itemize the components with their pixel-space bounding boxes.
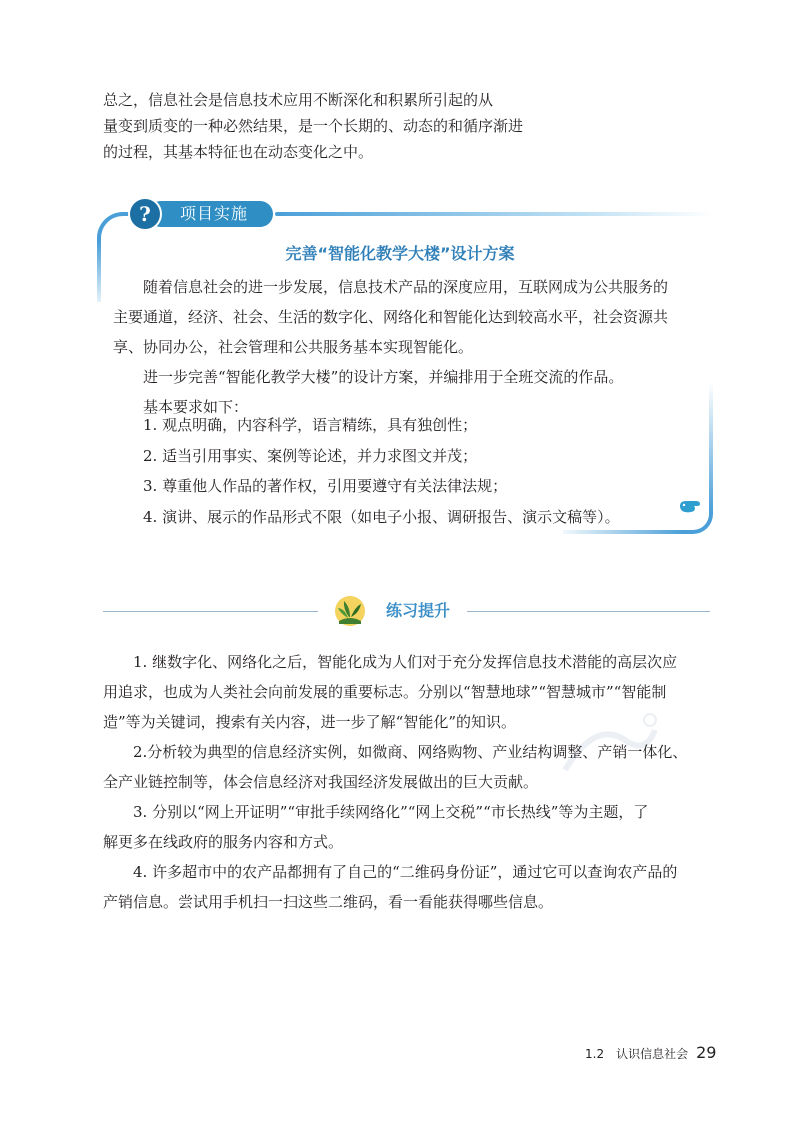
intro-line: 量变到质变的一种必然结果，是一个长期的、动态的和循序渐进: [103, 117, 524, 135]
project-title: 完善“智能化教学大楼”设计方案: [285, 244, 515, 263]
growth-icon: [333, 595, 367, 627]
project-badge: [128, 197, 273, 229]
question-icon: ?: [128, 197, 162, 231]
exercise-line: 造”等为关键词，搜索有关内容，进一步了解“智能化”的知识。: [103, 713, 517, 731]
section-label: 1.2 认识信息社会: [585, 1047, 689, 1061]
requirements-list: [143, 410, 683, 532]
body-line: 享、协同办公，社会管理和公共服务基本实现智能化。: [113, 338, 474, 356]
exercise-line: 解更多在线政府的服务内容和方式。: [103, 833, 344, 851]
body-line: 基本要求如下：: [113, 398, 249, 416]
exercise-line: 1. 继数字化、网络化之后，智能化成为人们对于充分发挥信息技术潜能的高层次应: [103, 653, 678, 671]
body-line: 随着信息社会的进一步发展，信息技术产品的深度应用，互联网成为公共服务的: [113, 278, 669, 296]
exercise-line: 3. 分别以“网上开证明”“审批手续网络化”“网上交税”“市长热线”等为主题，了: [103, 803, 649, 821]
exercise-line: 全产业链控制等，体会信息经济对我国经济发展做出的巨大贡献。: [103, 773, 539, 791]
exercise-title: 练习提升: [386, 601, 451, 620]
section-rule-right: [467, 611, 710, 612]
frame-top-line: [275, 212, 713, 216]
frame-right-line: [709, 382, 713, 512]
body-line: 主要通道，经济、社会、生活的数字化、网络化和智能化达到较高水平，社会资源共: [113, 308, 669, 326]
project-body: [113, 272, 703, 422]
exercise-line: 用追求，也成为人类社会向前发展的重要标志。分别以“智慧地球”“智慧城市”“智能制: [103, 683, 667, 701]
exercise-line: 2.分析较为典型的信息经济实例，如微商、网络购物、产业结构调整、产销一体化、: [103, 743, 688, 761]
page-footer: [585, 1043, 716, 1062]
body-line: 进一步完善“智能化教学大楼”的设计方案，并编排用于全班交流的作品。: [113, 368, 624, 386]
page-number: 29: [696, 1043, 717, 1062]
exercise-line: 4. 许多超市中的农产品都拥有了自己的“二维码身份证”，通过它可以查询农产品的: [103, 863, 678, 881]
requirement-item: 3. 尊重他人作品的著作权，引用要遵守有关法律法规；: [143, 477, 508, 495]
pointing-hand-icon: [678, 498, 702, 514]
requirement-item: 4. 演讲、展示的作品形式不限（如电子小报、调研报告、演示文稿等）。: [143, 507, 620, 526]
intro-paragraph: [103, 87, 583, 165]
intro-line: 的过程，其基本特征也在动态变化之中。: [103, 143, 374, 161]
requirement-item: 2. 适当引用事实、案例等论述，并力求图文并茂；: [143, 446, 478, 465]
requirement-item: 1. 观点明确，内容科学，语言精练，具有独创性；: [143, 416, 478, 434]
exercise-line: 产销信息。尝试用手机扫一扫这些二维码，看一看能获得哪些信息。: [103, 893, 554, 911]
section-rule-left: [103, 611, 318, 612]
intro-line: 总之，信息社会是信息技术应用不断深化和积累所引起的从: [103, 91, 494, 109]
badge-label: 项目实施: [180, 204, 249, 223]
exercise-list: [103, 647, 703, 917]
